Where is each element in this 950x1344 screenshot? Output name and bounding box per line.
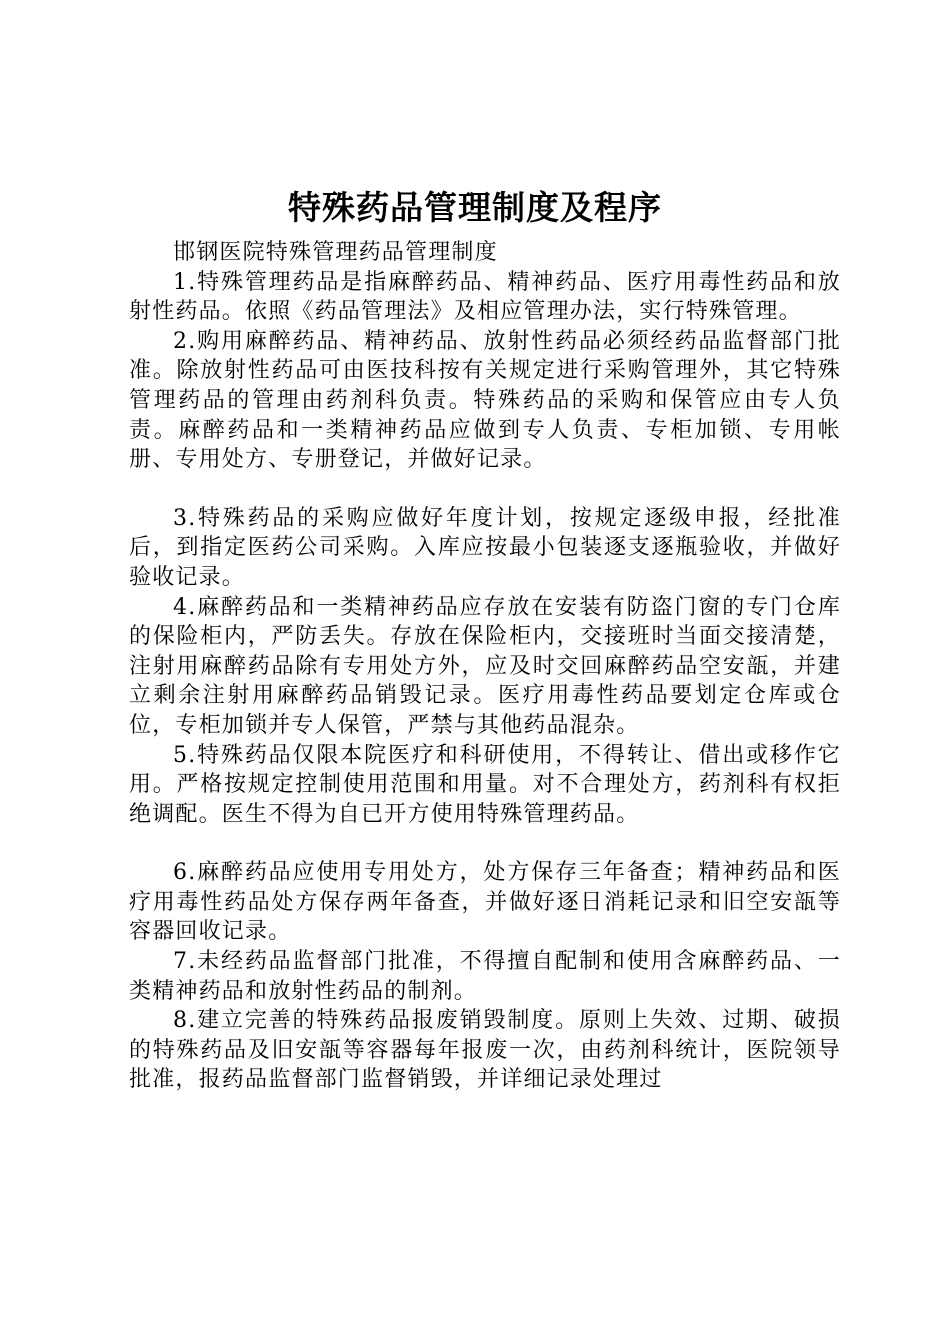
paragraph-7: 7.未经药品监督部门批准，不得擅自配制和使用含麻醉药品、一类精神药品和放射性药品的制剂。 [129,949,841,1004]
document-body [129,238,841,1095]
paragraph-2: 2.购用麻醉药品、精神药品、放射性药品必须经药品监督部门批准。除放射性药品可由医技科按有关规定进行采购管理外，其它特殊管理药品的管理由药剂科负责。特殊药品的采购和保管应由专人负责。麻醉药品和一类精神药品应做到专人负责、专柜加锁、专用帐册、专用处方、专册登记，并做好记录。 [129,328,841,473]
paragraph-3: 3.特殊药品的采购应做好年度计划，按规定逐级申报，经批准后，到指定医药公司采购。入库应按最小包装逐支逐瓶验收，并做好验收记录。 [129,505,841,590]
document-title: 特殊药品管理制度及程序 [288,188,662,227]
paragraph-5: 5.特殊药品仅限本院医疗和科研使用，不得转让、借出或移作它用。严格按规定控制使用范围和用量。对不合理处方，药剂科有权拒绝调配。医生不得为自已开方使用特殊管理药品。 [129,742,841,827]
paragraph-6: 6.麻醉药品应使用专用处方，处方保存三年备查；精神药品和医疗用毒性药品处方保存两年备查，并做好逐日消耗记录和旧空安瓿等容器回收记录。 [129,860,841,945]
paragraph-8: 8.建立完善的特殊药品报废销毁制度。原则上失效、过期、破损的特殊药品及旧安瓿等容器每年报废一次，由药剂科统计，医院领导批准，报药品监督部门监督销毁，并详细记录处理过 [129,1008,841,1093]
document-subtitle: 邯钢医院特殊管理药品管理制度 [173,240,498,265]
paragraph-4: 4.麻醉药品和一类精神药品应存放在安装有防盗门窗的专门仓库的保险柜内，严防丢失。存放在保险柜内，交接班时当面交接清楚，注射用麻醉药品除有专用处方外，应及时交回麻醉药品空安瓿，并建立剩余注射用麻醉药品销毁记录。医疗用毒性药品要划定仓库或仓位，专柜加锁并专人保管，严禁与其他药品混杂。 [129,594,841,738]
paragraph-1: 1.特殊管理药品是指麻醉药品、精神药品、医疗用毒性药品和放射性药品。依照《药品管理法》及相应管理办法，实行特殊管理。 [129,269,841,325]
